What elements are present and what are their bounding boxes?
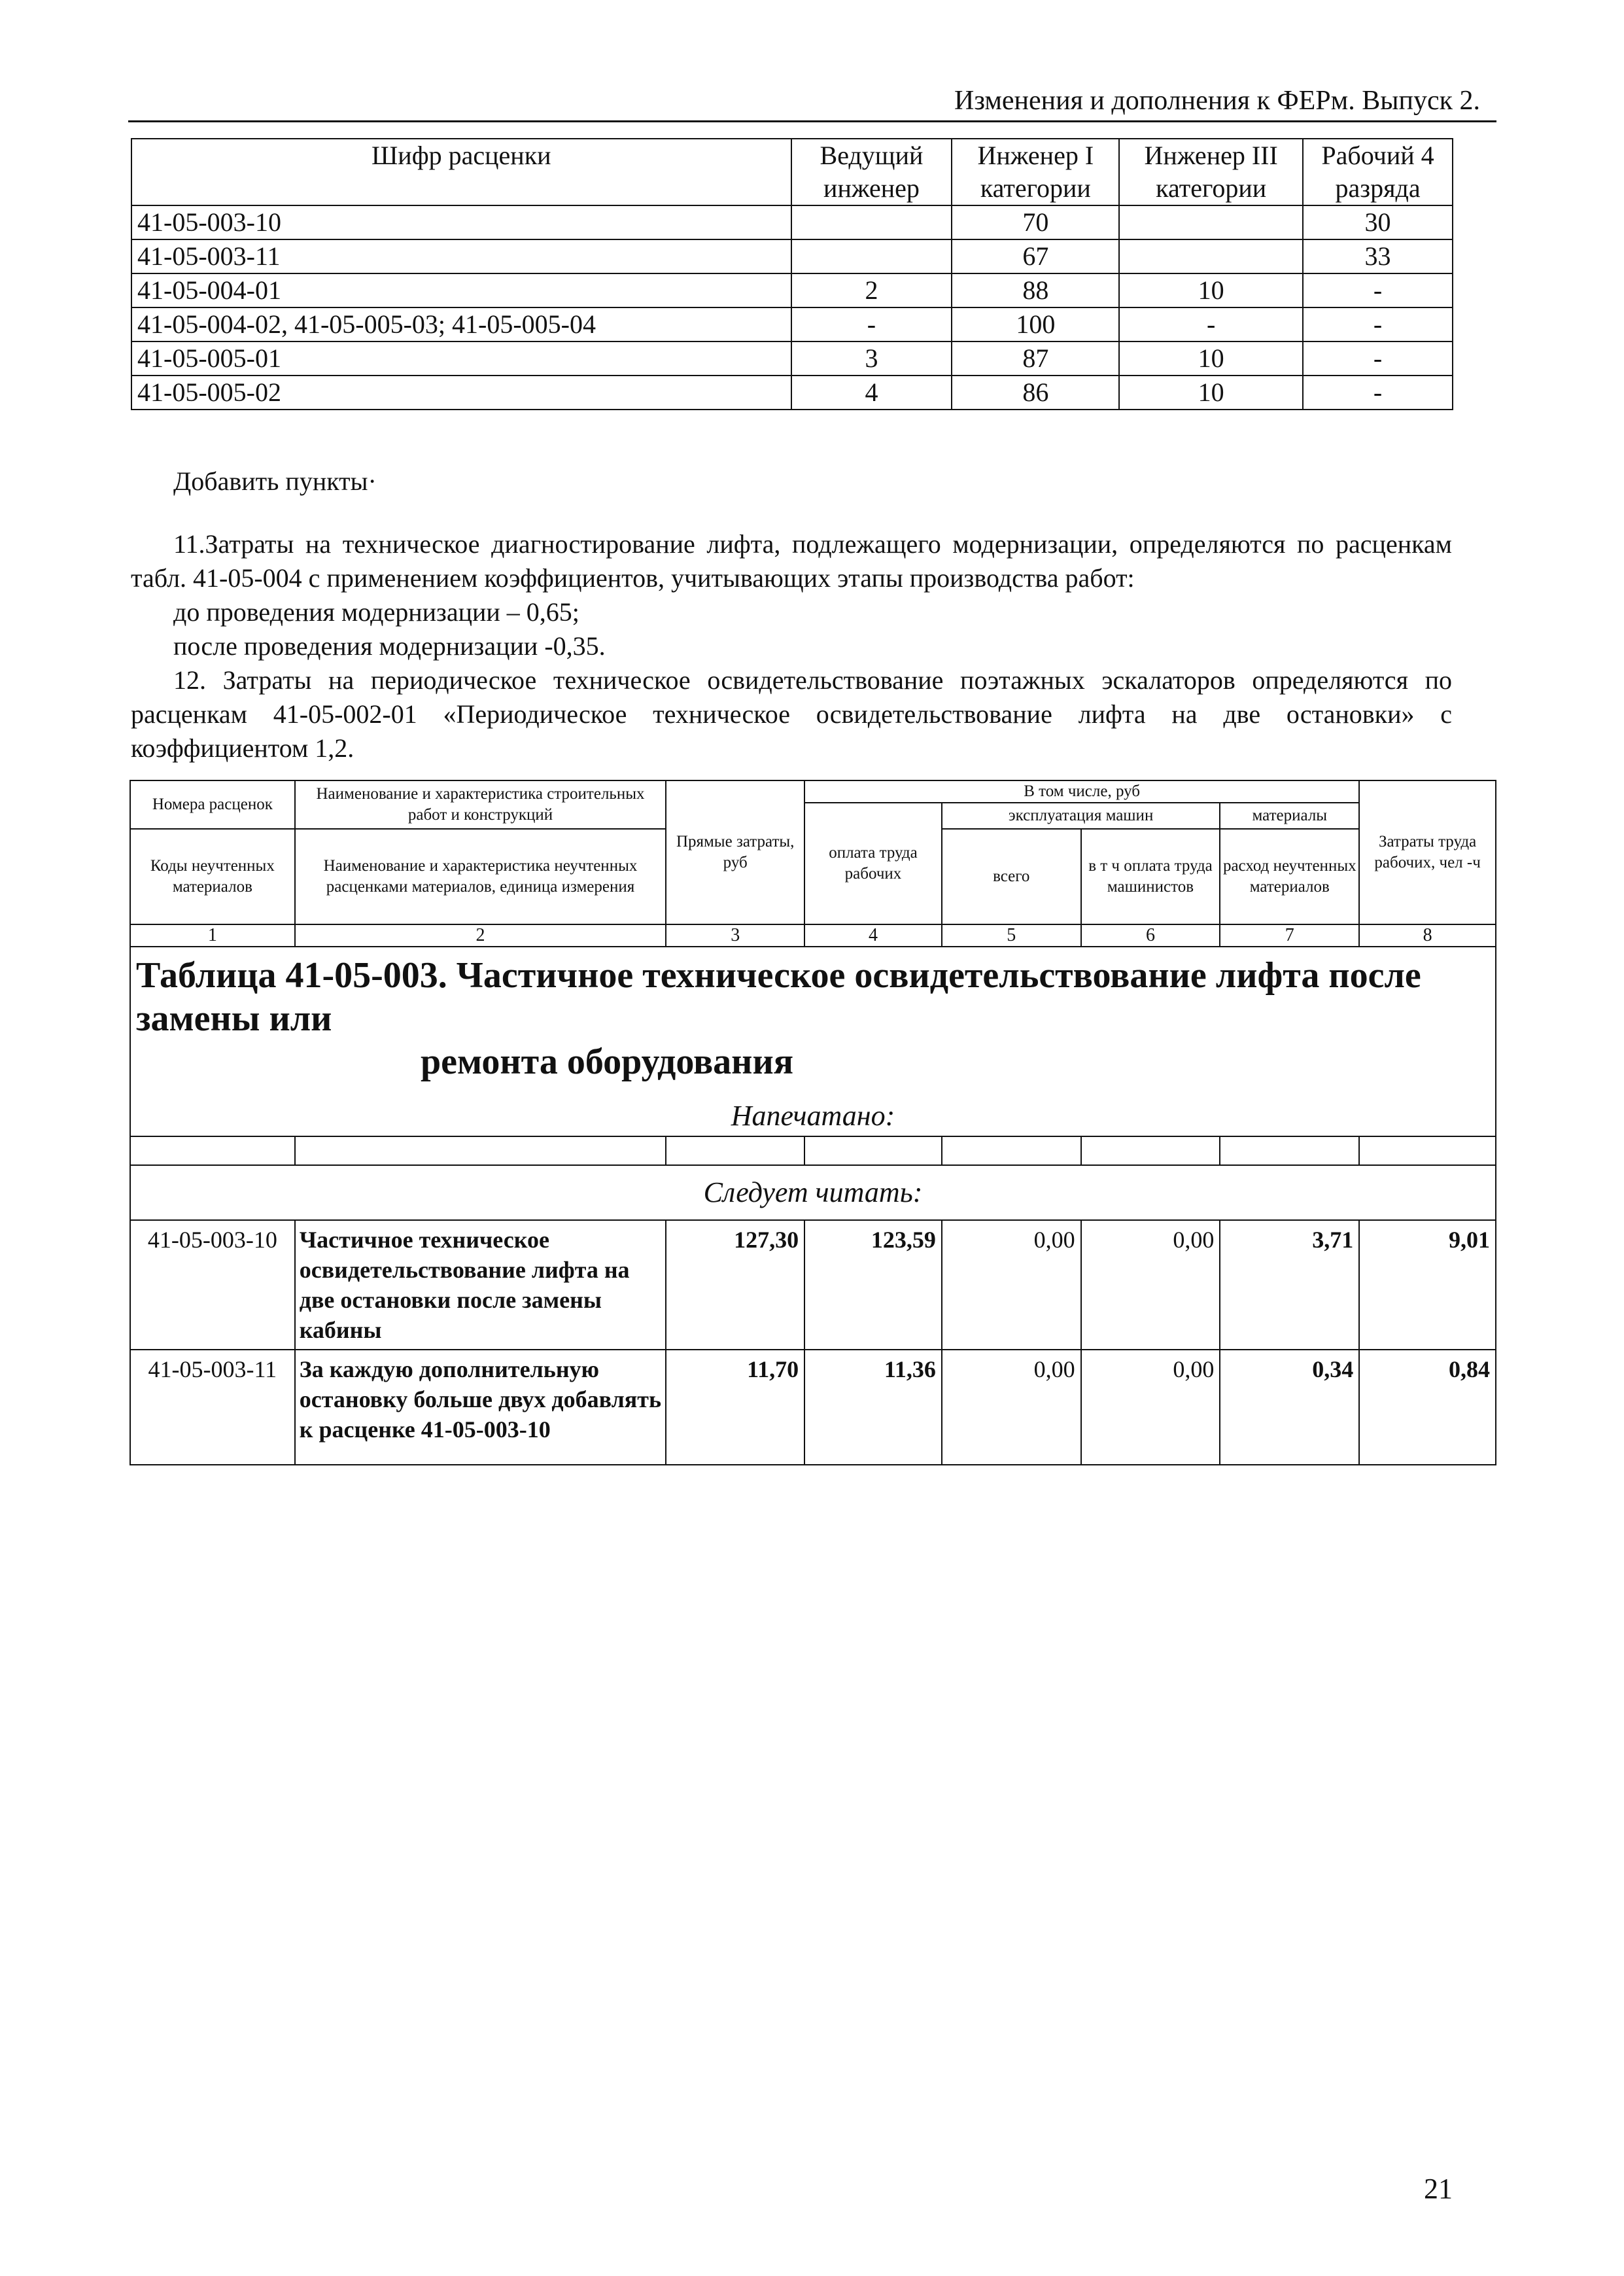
- empty-cell: [804, 1136, 942, 1165]
- direct-costs-value: 11,70: [666, 1350, 804, 1465]
- wages-value: 123,59: [804, 1220, 942, 1350]
- empty-cell: [666, 1136, 804, 1165]
- table1-col-worker-4: Рабочий 4 разряда: [1303, 139, 1453, 205]
- header-labor-costs: Затраты труда рабочих, чел -ч: [1359, 780, 1496, 924]
- machines-total-value: 0,00: [942, 1220, 1081, 1350]
- header-rate-numbers: Номера расценок: [130, 780, 295, 829]
- paragraph-11-item-a: до проведения модернизации – 0,65;: [173, 597, 579, 627]
- table1-cell: -: [1303, 341, 1453, 376]
- header-direct-costs: Прямые затраты, руб: [666, 780, 804, 924]
- col-number: 4: [804, 924, 942, 947]
- table1-cell: 41-05-004-01: [131, 273, 791, 307]
- paragraph-12: 12. Затраты на периодическое техническое освидетельствование поэтажных эскалаторов определяются по расценкам 41-05-002-01 «Периодическое техническое освидетельствование лифта на две остановки» с коэффициентом 1,2.: [131, 665, 1452, 763]
- table2-header-row: [130, 780, 1496, 803]
- header-material-codes: Коды неучтенных материалов: [130, 829, 295, 924]
- rate-code: 41-05-003-11: [130, 1350, 295, 1465]
- column-number-row: [130, 924, 1496, 947]
- col-number: 3: [666, 924, 804, 947]
- table1-cell: 10: [1119, 376, 1303, 410]
- col-number: 7: [1220, 924, 1359, 947]
- table1-col-engineer-3: Инженер III категории: [1119, 139, 1303, 205]
- materials-value: 3,71: [1220, 1220, 1359, 1350]
- direct-costs-value: 127,30: [666, 1220, 804, 1350]
- col-number: 2: [295, 924, 666, 947]
- header-machine-exploitation: эксплуатация машин: [942, 803, 1220, 829]
- body-text: [131, 527, 1452, 765]
- table1-cell: 87: [952, 341, 1119, 376]
- table1-cell: -: [1303, 376, 1453, 410]
- table-row: [131, 341, 1453, 376]
- header-material-names: Наименование и характеристика неучтенных расценками материалов, единица измерения: [295, 829, 666, 924]
- labor-value: 9,01: [1359, 1220, 1496, 1350]
- rate-code: 41-05-003-10: [130, 1220, 295, 1350]
- rates-table: [130, 780, 1496, 1465]
- table-row: [131, 205, 1453, 239]
- running-header: Изменения и дополнения к ФЕРм. Выпуск 2.: [954, 86, 1480, 116]
- table1-cell: -: [1303, 307, 1453, 341]
- table1-cell: 10: [1119, 341, 1303, 376]
- col-number: 6: [1081, 924, 1220, 947]
- table1-col-engineer-1: Инженер I категории: [952, 139, 1119, 205]
- empty-printed-row: [130, 1136, 1496, 1165]
- table1-cell: 41-05-004-02, 41-05-005-03; 41-05-005-04: [131, 307, 791, 341]
- header-rule: [128, 120, 1496, 122]
- empty-cell: [130, 1136, 295, 1165]
- table-row: [131, 376, 1453, 410]
- table1-cell: [791, 239, 952, 273]
- add-points-heading: Добавить пункты·: [173, 466, 377, 496]
- table-title-line1: Таблица 41-05-003. Частичное техническое освидетельствование лифта после замены или: [136, 955, 1421, 1039]
- should-read-label: Следует читать:: [130, 1165, 1496, 1220]
- table1-cell: 70: [952, 205, 1119, 239]
- col-number: 5: [942, 924, 1081, 947]
- machinist-wages-value: 0,00: [1081, 1350, 1220, 1465]
- table1-cell: 30: [1303, 205, 1453, 239]
- table1-cell: 10: [1119, 273, 1303, 307]
- table1-cell: [1119, 205, 1303, 239]
- table-row: [131, 239, 1453, 273]
- table1-cell: 100: [952, 307, 1119, 341]
- header-worker-wages: оплата труда рабочих: [804, 803, 942, 924]
- table-title-row: [130, 947, 1496, 1136]
- table1-cell: -: [1303, 273, 1453, 307]
- col-number: 8: [1359, 924, 1496, 947]
- table-title-line2: ремонта оборудования: [421, 1042, 794, 1082]
- labor-value: 0,84: [1359, 1350, 1496, 1465]
- rate-name: За каждую дополнительную остановку больше двух добавлять к расценке 41-05-003-10: [295, 1350, 666, 1465]
- table1-cell: 33: [1303, 239, 1453, 273]
- table1-cell: -: [1119, 307, 1303, 341]
- table1-cell: -: [791, 307, 952, 341]
- rate-name: Частичное техническое освидетельствование лифта на две остановки после замены кабины: [295, 1220, 666, 1350]
- table1-col-lead-engineer: Ведущий инженер: [791, 139, 952, 205]
- table1-cell: 41-05-003-11: [131, 239, 791, 273]
- table1-header-row: [131, 139, 1453, 205]
- header-machines-total: всего: [942, 829, 1081, 924]
- table1-cell: 4: [791, 376, 952, 410]
- header-materials: материалы: [1220, 803, 1359, 829]
- wages-value: 11,36: [804, 1350, 942, 1465]
- table1-cell: [791, 205, 952, 239]
- header-including-group: В том числе, руб: [804, 780, 1359, 803]
- page-number: 21: [1424, 2173, 1453, 2205]
- machines-total-value: 0,00: [942, 1350, 1081, 1465]
- paragraph-11-item-b: после проведения модернизации -0,35.: [173, 631, 606, 661]
- printed-label: Напечатано:: [731, 1100, 895, 1132]
- table1-cell: 41-05-003-10: [131, 205, 791, 239]
- table1-cell: 3: [791, 341, 952, 376]
- empty-cell: [1081, 1136, 1220, 1165]
- header-machinist-wages: в т ч оплата труда машинистов: [1081, 829, 1220, 924]
- table-row: [130, 1220, 1496, 1350]
- machinist-wages-value: 0,00: [1081, 1220, 1220, 1350]
- col-number: 1: [130, 924, 295, 947]
- empty-cell: [942, 1136, 1081, 1165]
- labor-distribution-table: [131, 138, 1453, 410]
- table1-cell: 88: [952, 273, 1119, 307]
- table1-col-code: Шифр расценки: [131, 139, 791, 205]
- table1-cell: 86: [952, 376, 1119, 410]
- empty-cell: [295, 1136, 666, 1165]
- table1-cell: 41-05-005-02: [131, 376, 791, 410]
- header-material-consumption: расход неучтенных материалов: [1220, 829, 1359, 924]
- materials-value: 0,34: [1220, 1350, 1359, 1465]
- table-title: [136, 954, 1490, 1083]
- table-row: [131, 273, 1453, 307]
- empty-cell: [1359, 1136, 1496, 1165]
- should-read-row: [130, 1165, 1496, 1220]
- table-row: [130, 1350, 1496, 1465]
- table1-cell: 67: [952, 239, 1119, 273]
- table1-cell: 2: [791, 273, 952, 307]
- table-title-cell: [130, 947, 1496, 1136]
- table1-cell: 41-05-005-01: [131, 341, 791, 376]
- paragraph-11: 11.Затраты на техническое диагностирование лифта, подлежащего модернизации, определяются по расценкам табл. 41-05-004 с применением коэффициентов, учитывающих этапы производства работ:: [131, 529, 1452, 593]
- table-row: [131, 307, 1453, 341]
- empty-cell: [1220, 1136, 1359, 1165]
- table1-cell: [1119, 239, 1303, 273]
- header-work-name: Наименование и характеристика строительных работ и конструкций: [295, 780, 666, 829]
